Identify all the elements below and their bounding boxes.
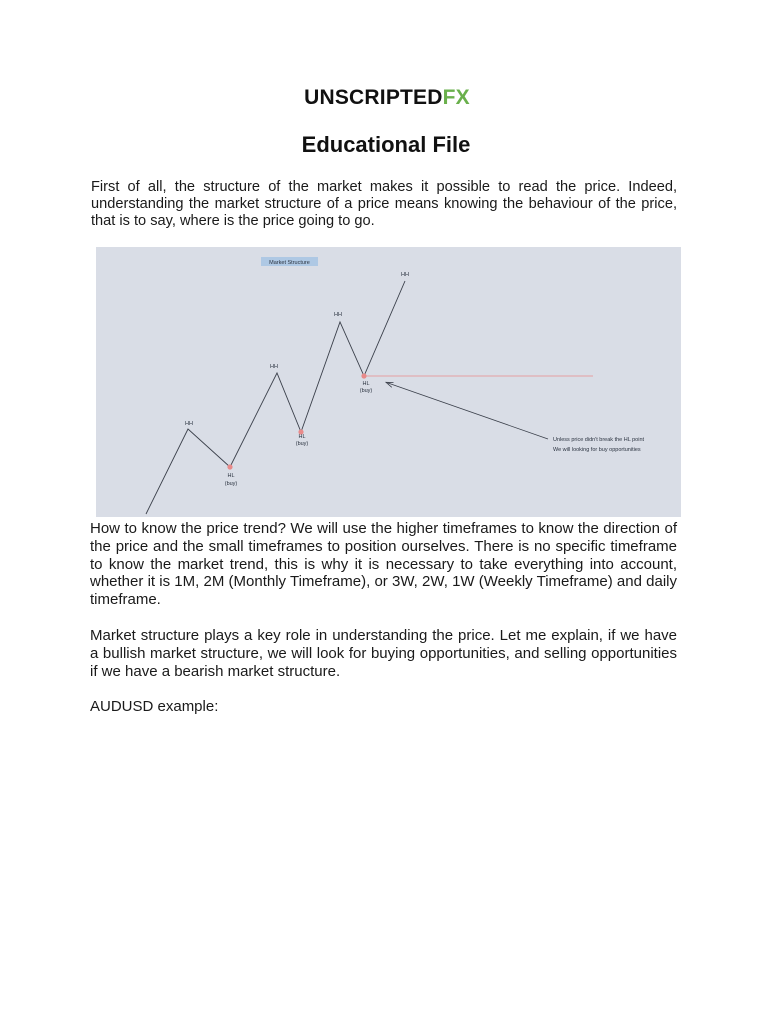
hl-label-1: HL	[227, 473, 235, 479]
hl-buy-label-3: (buy)	[359, 388, 373, 394]
hl-marker-1	[227, 464, 232, 469]
hh-label-2: HH	[270, 364, 278, 370]
title-badge-text: Market Structure	[269, 260, 310, 266]
market-structure-figure	[96, 247, 681, 517]
trend-paragraph: How to know the price trend? We will use the higher timeframes to know the direction of the price and the small timeframes to position ourselves. There is no specific timeframe to know the market trend, this is why it is necessary to take everything into account, whether it is 1M, 2M (Monthly Timeframe), or 3W, 2W, 1W (Weekly Timeframe) and daily timeframe.	[90, 520, 677, 609]
structure-paragraph: Market structure plays a key role in understanding the price. Let me explain, if we have a bullish market structure, we will look for buying opportunities, and selling opportunities if we have a bearish market structure.	[90, 627, 677, 680]
page-title: Educational File	[301, 132, 471, 157]
hl-buy-label-2: (buy)	[295, 441, 309, 447]
brand-main-text: UNSCRIPTED	[304, 86, 443, 109]
example-label: AUDUSD example:	[90, 698, 219, 715]
brand-accent-text: FX	[442, 86, 470, 109]
hl-buy-label-1: (buy)	[224, 481, 238, 487]
hl-marker-3	[361, 373, 366, 378]
brand-logo	[0, 86, 768, 110]
intro-paragraph: First of all, the structure of the market makes it possible to read the price. Indeed, understanding the market structure of a price means knowing the behaviour of the price, that is to say, where is the price going to go.	[91, 179, 677, 229]
annotation-text-line-1: Unless price didn't break the HL point	[553, 437, 645, 443]
hl-label-2: HL	[298, 434, 306, 440]
hh-label-3: HH	[334, 312, 342, 318]
annotation-text-line-2: We will looking for buy opportunities	[553, 447, 641, 453]
market-structure-diagram	[96, 247, 681, 517]
price-zigzag-line	[146, 281, 405, 514]
hh-label-4: HH	[401, 272, 409, 278]
hl-label-3: HL	[362, 381, 370, 387]
annotation-arrow-line	[388, 383, 548, 439]
hh-label-1: HH	[185, 421, 193, 427]
